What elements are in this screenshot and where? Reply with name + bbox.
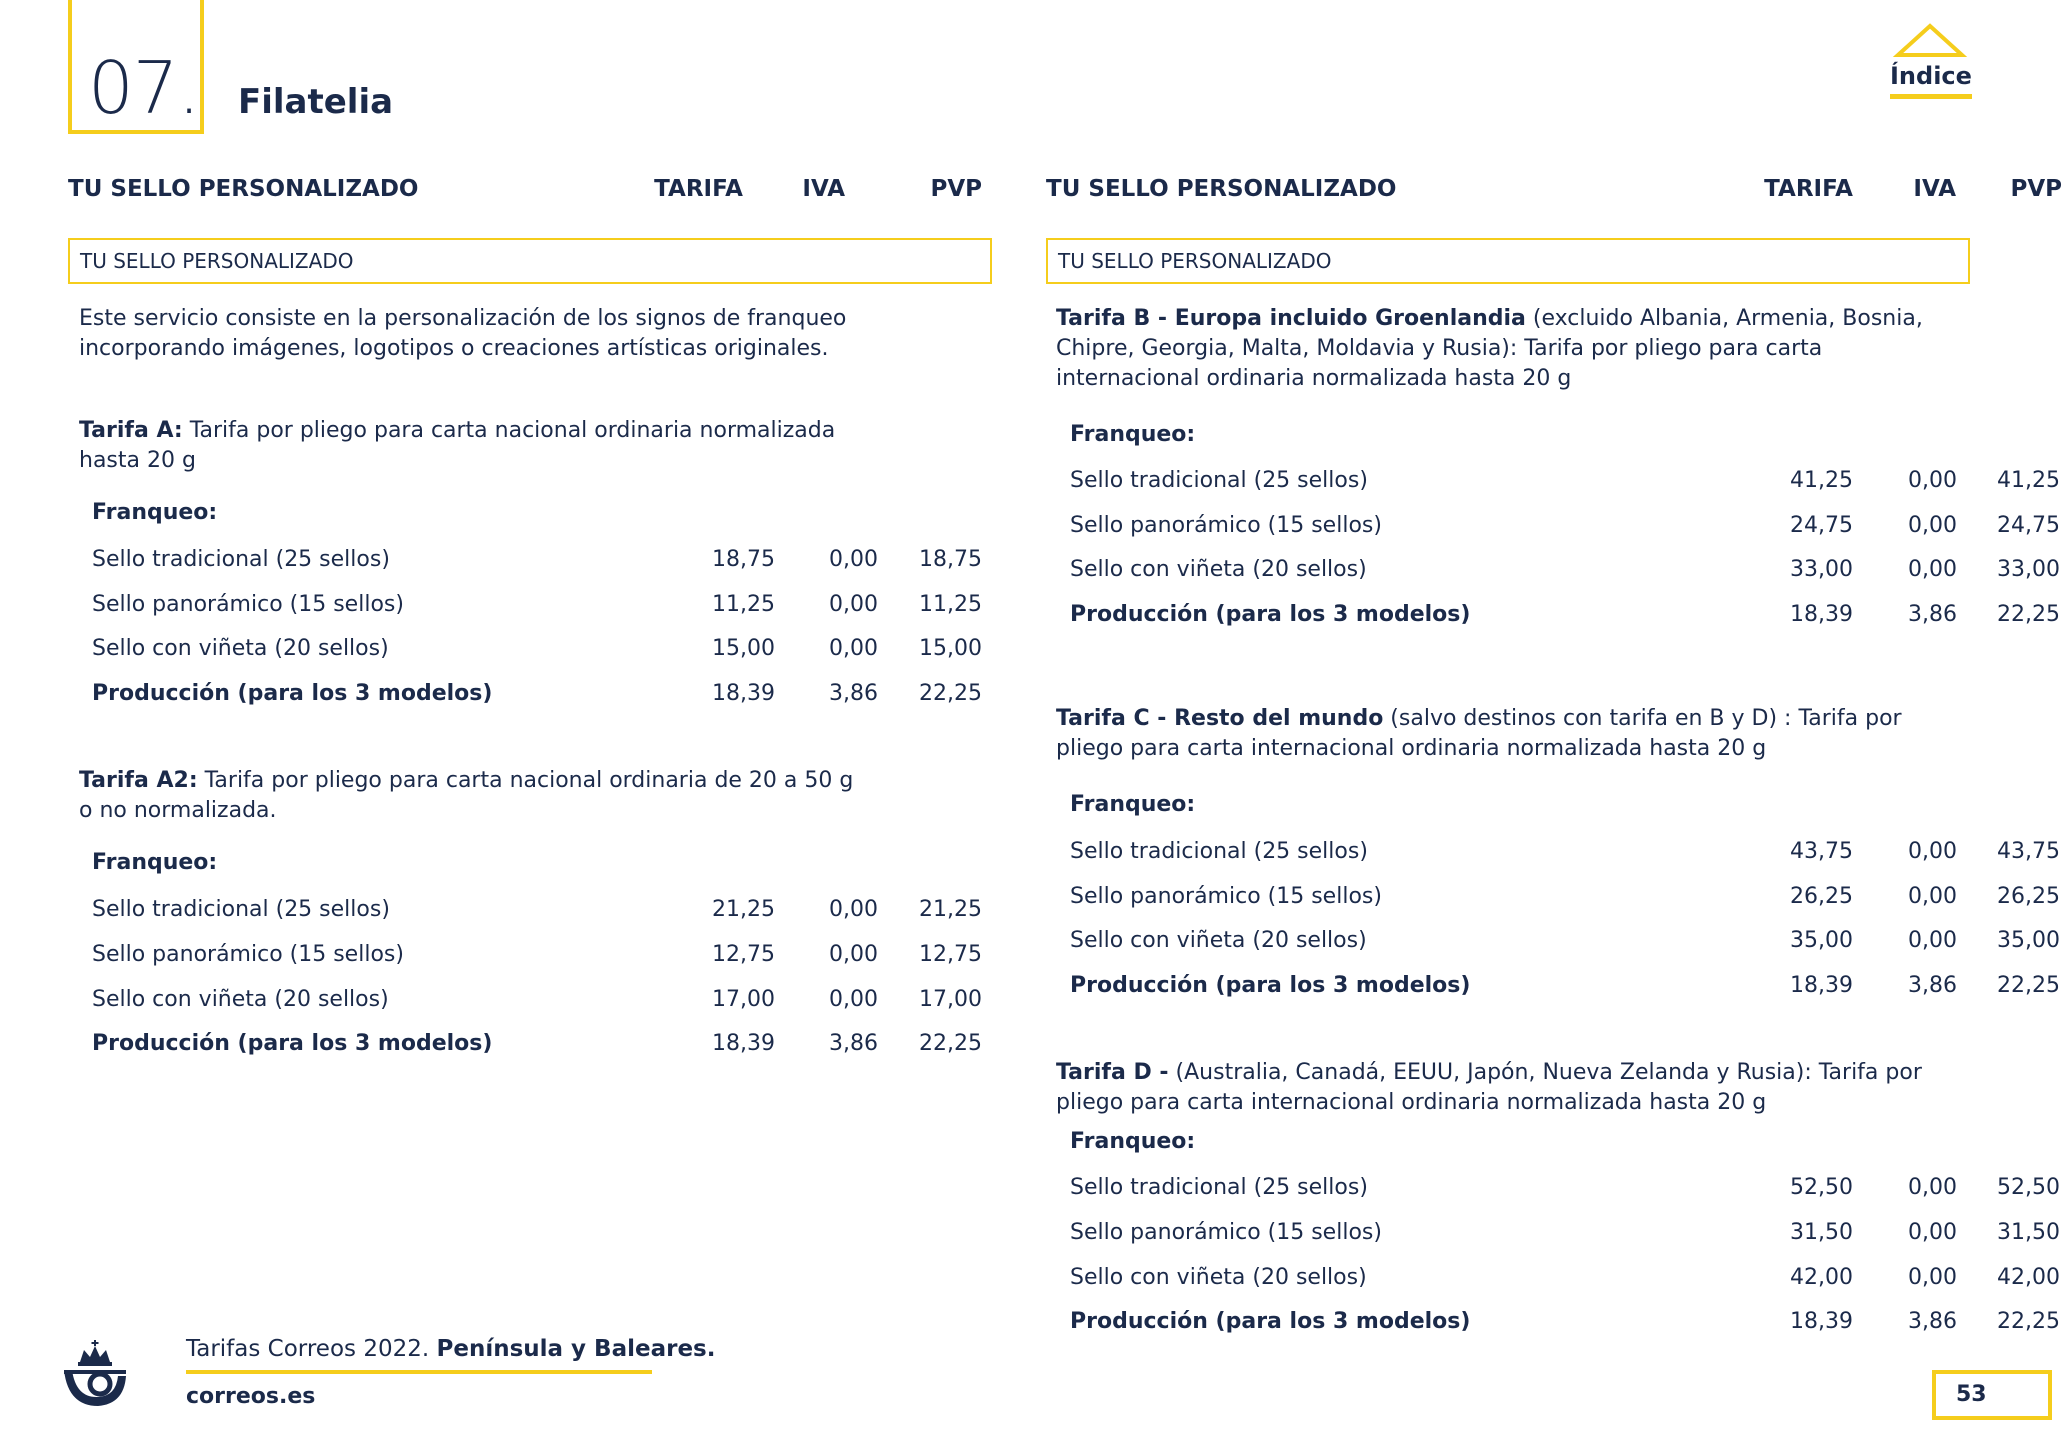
iva-value: 0,00 [1908,928,1957,953]
pvp-value: 22,25 [919,1031,982,1056]
chapter-number: 07. [88,46,200,130]
row-label: Sello panorámico (15 sellos) [92,592,404,617]
table-row-total [92,1029,992,1059]
footer-tariff-label [186,1336,715,1362]
pvp-value: 26,25 [1997,884,2060,909]
iva-value: 3,86 [829,1031,878,1056]
table-row [92,985,992,1015]
tarifa-b-title [1056,304,1966,394]
iva-value: 0,00 [1908,884,1957,909]
iva-value: 0,00 [829,636,878,661]
tarifa-value: 18,39 [712,681,775,706]
iva-value: 3,86 [1908,973,1957,998]
tarifa-a-title [79,416,869,476]
tarifa-value: 18,39 [712,1031,775,1056]
tarifa-value: 43,75 [1790,839,1853,864]
row-label: Sello tradicional (25 sellos) [92,547,390,572]
pvp-value: 22,25 [1997,1309,2060,1334]
iva-value: 3,86 [829,681,878,706]
pvp-value: 43,75 [1997,839,2060,864]
pvp-value: 21,25 [919,897,982,922]
table-row [92,634,992,664]
column-header-iva: IVA [802,176,845,202]
tarifa-value: 18,39 [1790,1309,1853,1334]
pvp-value: 12,75 [919,942,982,967]
iva-value: 0,00 [1908,513,1957,538]
table-row-total [1070,600,2060,630]
franqueo-label: Franqueo: [1070,1129,1196,1154]
iva-value: 0,00 [1908,557,1957,582]
section-bar: TU SELLO PERSONALIZADO [1046,238,1970,284]
row-label: Sello con viñeta (20 sellos) [1070,928,1367,953]
row-label: Sello panorámico (15 sellos) [1070,513,1382,538]
tarifa-value: 24,75 [1790,513,1853,538]
row-label: Sello tradicional (25 sellos) [1070,1175,1368,1200]
column-header-tarifa: TARIFA [1764,176,1853,202]
column-header-pvp: PVP [2010,176,2062,202]
row-label: Producción (para los 3 modelos) [92,681,493,706]
row-label: Sello panorámico (15 sellos) [92,942,404,967]
tarifa-value: 21,25 [712,897,775,922]
tarifa-d-title [1056,1058,1966,1118]
column-header-tarifa: TARIFA [654,176,743,202]
footer-text-regular: Tarifas Correos 2022. [186,1336,437,1362]
row-label: Sello con viñeta (20 sellos) [92,987,389,1012]
iva-value: 0,00 [829,897,878,922]
table-row [1070,882,2060,912]
column-header-pvp: PVP [930,176,982,202]
pvp-value: 22,25 [919,681,982,706]
row-label: Sello panorámico (15 sellos) [1070,884,1382,909]
franqueo-label: Franqueo: [92,500,218,525]
pvp-value: 15,00 [919,636,982,661]
iva-value: 0,00 [829,987,878,1012]
footer-underline [186,1370,652,1374]
pvp-value: 22,25 [1997,602,2060,627]
row-label: Producción (para los 3 modelos) [1070,1309,1471,1334]
row-label: Sello panorámico (15 sellos) [1070,1220,1382,1245]
table-row [1070,466,2060,496]
tarifa-a2-title [79,766,869,826]
tarifa-title-bold: Tarifa A: [79,418,183,443]
table-row [92,940,992,970]
tarifa-value: 31,50 [1790,1220,1853,1245]
row-label: Sello tradicional (25 sellos) [92,897,390,922]
table-row [92,895,992,925]
tarifa-title-rest: (salvo destinos con tarifa en B y D) : Tarifa por pliego para carta internacional ordinaria normalizada hasta 20 g [1056,706,1902,761]
tarifa-value: 11,25 [712,592,775,617]
footer-text-bold: Península y Baleares. [436,1336,716,1362]
iva-value: 0,00 [1908,1175,1957,1200]
table-row [1070,555,2060,585]
tarifa-title-bold: Tarifa D - [1056,1060,1169,1085]
footer-site-link[interactable]: correos.es [186,1384,316,1409]
tarifa-title-bold: Tarifa B - Europa incluido Groenlandia [1056,306,1526,331]
column-header-iva: IVA [1913,176,1956,202]
pvp-value: 33,00 [1997,557,2060,582]
chapter-title: Filatelia [238,82,394,122]
iva-value: 0,00 [1908,468,1957,493]
table-row [1070,1263,2060,1293]
row-label: Sello tradicional (25 sellos) [1070,839,1368,864]
tarifa-value: 41,25 [1790,468,1853,493]
tarifa-title-rest: Tarifa por pliego para carta nacional ordinaria de 20 a 50 g o no normalizada. [79,768,854,823]
franqueo-label: Franqueo: [1070,792,1196,817]
section-bar: TU SELLO PERSONALIZADO [68,238,992,284]
tarifa-title-rest: Tarifa por pliego para carta nacional ordinaria normalizada hasta 20 g [79,418,836,473]
pvp-value: 35,00 [1997,928,2060,953]
row-label: Producción (para los 3 modelos) [92,1031,493,1056]
pvp-value: 11,25 [919,592,982,617]
tarifa-title-rest: (excluido Albania, Armenia, Bosnia, Chipre, Georgia, Malta, Moldavia y Rusia): Tarifa por pliego para carta internacional ordinaria normalizada hasta 20 g [1056,306,1923,391]
iva-value: 0,00 [829,547,878,572]
home-triangle-icon [1894,22,1966,58]
pvp-value: 31,50 [1997,1220,2060,1245]
table-row [92,590,992,620]
pvp-value: 24,75 [1997,513,2060,538]
iva-value: 0,00 [1908,1265,1957,1290]
tarifa-value: 52,50 [1790,1175,1853,1200]
column-header-service: TU SELLO PERSONALIZADO [68,176,419,202]
tarifa-title-bold: Tarifa A2: [79,768,198,793]
tarifa-value: 42,00 [1790,1265,1853,1290]
index-label: Índice [1890,62,1972,99]
tarifa-title-rest: (Australia, Canadá, EEUU, Japón, Nueva Zelanda y Rusia): Tarifa por pliego para carta internacional ordinaria normalizada hasta 20 g [1056,1060,1922,1115]
pvp-value: 52,50 [1997,1175,2060,1200]
tarifa-c-title [1056,704,1966,764]
row-label: Sello tradicional (25 sellos) [1070,468,1368,493]
table-row [1070,837,2060,867]
table-row [92,545,992,575]
tarifa-title-bold: Tarifa C - Resto del mundo [1056,706,1384,731]
tarifa-value: 33,00 [1790,557,1853,582]
tarifa-value: 15,00 [712,636,775,661]
iva-value: 0,00 [1908,839,1957,864]
page-number: 53 [1932,1370,2052,1420]
table-row-total [1070,1307,2060,1337]
tarifa-value: 18,39 [1790,973,1853,998]
pvp-value: 22,25 [1997,973,2060,998]
table-row [1070,1218,2060,1248]
tarifa-value: 35,00 [1790,928,1853,953]
iva-value: 0,00 [829,942,878,967]
correos-logo-icon[interactable] [58,1340,132,1410]
tarifa-value: 26,25 [1790,884,1853,909]
service-description: Este servicio consiste en la personalización de los signos de franqueo incorporando imágenes, logotipos o creaciones artísticas originales. [79,306,847,361]
index-link[interactable] [1890,22,1970,99]
tarifa-value: 18,75 [712,547,775,572]
pvp-value: 18,75 [919,547,982,572]
iva-value: 3,86 [1908,602,1957,627]
table-row [1070,1173,2060,1203]
row-label: Producción (para los 3 modelos) [1070,602,1471,627]
franqueo-label: Franqueo: [1070,422,1196,447]
tarifa-value: 17,00 [712,987,775,1012]
column-header-service: TU SELLO PERSONALIZADO [1046,176,1397,202]
tarifa-value: 18,39 [1790,602,1853,627]
row-label: Sello con viñeta (20 sellos) [1070,1265,1367,1290]
iva-value: 0,00 [829,592,878,617]
row-label: Producción (para los 3 modelos) [1070,973,1471,998]
pvp-value: 41,25 [1997,468,2060,493]
row-label: Sello con viñeta (20 sellos) [1070,557,1367,582]
table-row-total [1070,971,2060,1001]
row-label: Sello con viñeta (20 sellos) [92,636,389,661]
iva-value: 0,00 [1908,1220,1957,1245]
table-row [1070,926,2060,956]
pvp-value: 17,00 [919,987,982,1012]
franqueo-label: Franqueo: [92,850,218,875]
pvp-value: 42,00 [1997,1265,2060,1290]
table-row [1070,511,2060,541]
iva-value: 3,86 [1908,1309,1957,1334]
table-row-total [92,679,992,709]
tarifa-value: 12,75 [712,942,775,967]
